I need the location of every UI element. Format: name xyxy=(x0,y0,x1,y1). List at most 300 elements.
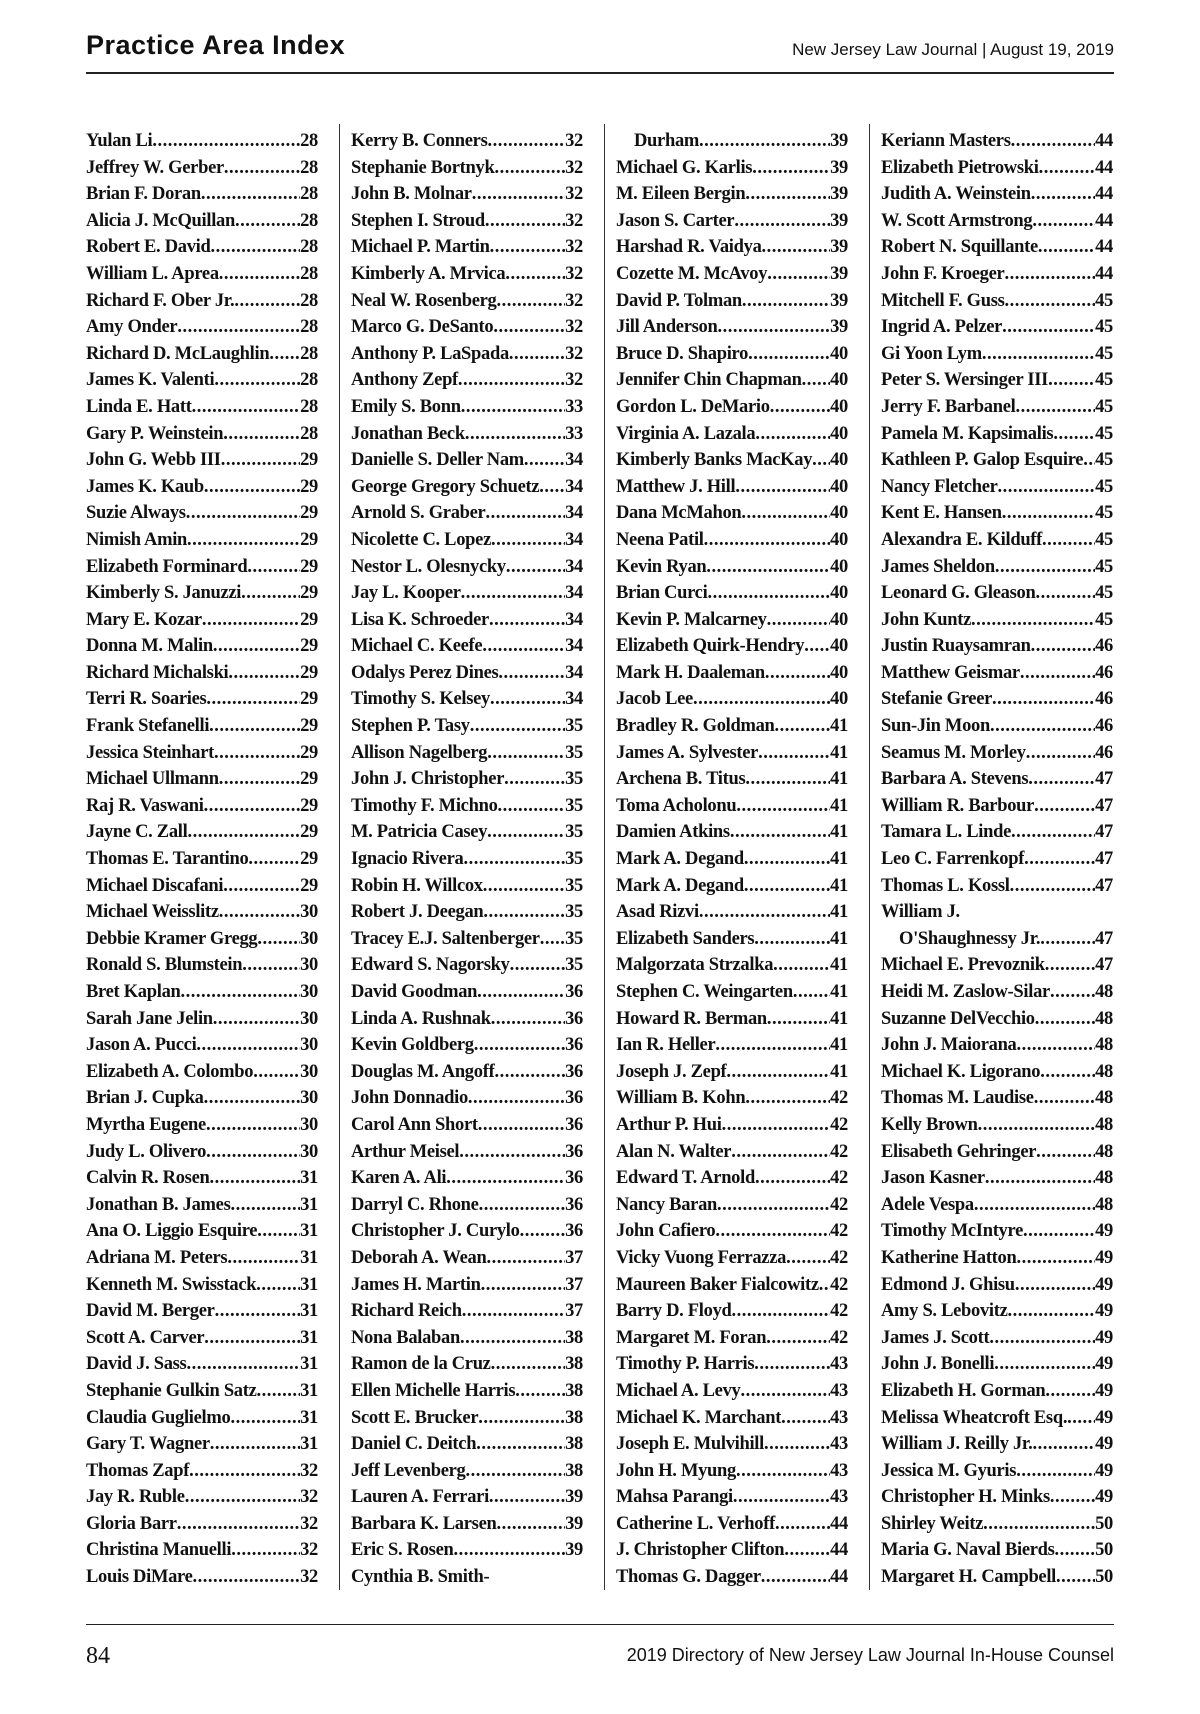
entry-name: Michael K. Marchant xyxy=(616,1407,782,1428)
index-entry xyxy=(351,1298,583,1325)
index-entry xyxy=(86,1564,318,1591)
dot-leader xyxy=(540,926,565,953)
dot-leader xyxy=(465,421,565,448)
entry-name: Jason S. Carter xyxy=(616,210,735,231)
index-entry xyxy=(616,261,848,288)
entry-name: Claudia Guglielmo xyxy=(86,1407,231,1428)
entry-page-number: 30 xyxy=(300,1035,318,1056)
dot-leader xyxy=(485,208,565,235)
entry-name: William J. Reilly Jr. xyxy=(881,1434,1033,1455)
index-entry xyxy=(351,660,583,687)
entry-name: Jonathan Beck xyxy=(351,423,465,444)
index-entry xyxy=(351,1032,583,1059)
index-entry xyxy=(351,341,583,368)
entry-page-number: 44 xyxy=(830,1567,848,1588)
dot-leader xyxy=(775,1511,830,1538)
entry-name: William R. Barbour xyxy=(881,795,1035,816)
entry-page-number: 37 xyxy=(565,1247,583,1268)
dot-leader xyxy=(204,1085,300,1112)
entry-name: Carol Ann Short xyxy=(351,1114,478,1135)
index-entry xyxy=(86,1085,318,1112)
dot-leader xyxy=(974,1192,1095,1219)
entry-page-number: 31 xyxy=(300,1327,318,1348)
dot-leader xyxy=(498,660,565,687)
entry-name: Archena B. Titus xyxy=(616,769,746,790)
dot-leader xyxy=(985,1165,1095,1192)
index-entry xyxy=(351,128,583,155)
entry-name: Michael A. Levy xyxy=(616,1380,741,1401)
entry-page-number: 31 xyxy=(300,1407,318,1428)
dot-leader xyxy=(717,314,830,341)
index-entry xyxy=(86,261,318,288)
dot-leader xyxy=(177,314,300,341)
entry-page-number: 48 xyxy=(1095,1035,1113,1056)
entry-page-number: 37 xyxy=(565,1301,583,1322)
entry-name: Karen A. Ali xyxy=(351,1168,447,1189)
page-title: Practice Area Index xyxy=(86,30,346,60)
index-entry xyxy=(351,1165,583,1192)
dot-leader xyxy=(219,899,300,926)
entry-name: Richard Michalski xyxy=(86,662,229,683)
entry-name: Robert J. Deegan xyxy=(351,902,484,923)
index-entry xyxy=(616,793,848,820)
dot-leader xyxy=(491,527,565,554)
dot-leader xyxy=(186,1351,300,1378)
dot-leader xyxy=(1031,633,1095,660)
dot-leader xyxy=(462,1298,565,1325)
entry-name: Jason Kasner xyxy=(881,1168,985,1189)
entry-name: Matthew J. Hill xyxy=(616,476,736,497)
dot-leader xyxy=(767,1006,830,1033)
index-entry xyxy=(351,713,583,740)
entry-name: M. Eileen Bergin xyxy=(616,184,746,205)
entry-name: Timothy S. Kelsey xyxy=(351,689,490,710)
index-entry xyxy=(86,846,318,873)
index-entry xyxy=(881,1431,1113,1458)
entry-name: John Kuntz xyxy=(881,609,972,630)
entry-name: Peter S. Wersinger III xyxy=(881,370,1049,391)
entry-name: Kerry B. Conners xyxy=(351,131,488,151)
entry-name: Mark A. Degand xyxy=(616,875,744,896)
dot-leader xyxy=(211,234,301,261)
entry-name: Elizabeth Quirk-Hendry xyxy=(616,636,805,657)
entry-name: Elizabeth A. Colombo xyxy=(86,1061,254,1082)
entry-page-number: 32 xyxy=(565,237,583,258)
entry-page-number: 39 xyxy=(830,317,848,338)
entry-page-number: 31 xyxy=(300,1247,318,1268)
entry-name: Terri R. Soaries xyxy=(86,689,207,710)
index-entry xyxy=(86,367,318,394)
index-entry xyxy=(616,474,848,501)
entry-page-number: 29 xyxy=(300,716,318,737)
entry-page-number: 50 xyxy=(1095,1540,1113,1561)
entry-name: M. Patricia Casey xyxy=(351,822,488,843)
entry-page-number: 39 xyxy=(565,1487,583,1508)
dot-leader xyxy=(1002,500,1095,527)
dot-leader xyxy=(539,474,565,501)
index-entry xyxy=(86,1192,318,1219)
entry-name: Anthony Zepf xyxy=(351,370,458,391)
index-entry xyxy=(86,155,318,182)
entry-page-number: 30 xyxy=(300,982,318,1002)
entry-page-number: 30 xyxy=(300,1088,318,1109)
dot-leader xyxy=(468,1085,565,1112)
index-entry xyxy=(881,421,1113,448)
dot-leader xyxy=(257,926,300,953)
entry-page-number: 31 xyxy=(300,1274,318,1295)
entry-page-number: 48 xyxy=(1095,1168,1113,1189)
entry-name: Shirley Weitz xyxy=(881,1513,984,1534)
index-entry xyxy=(616,421,848,448)
index-entry xyxy=(881,580,1113,607)
dot-leader xyxy=(209,1165,300,1192)
entry-page-number: 40 xyxy=(830,529,848,550)
entry-page-number: 29 xyxy=(300,662,318,683)
entry-page-number: 36 xyxy=(565,1008,583,1029)
entry-name: Michael G. Karlis xyxy=(616,157,753,178)
dot-leader xyxy=(490,234,566,261)
dot-leader xyxy=(762,234,831,261)
entry-page-number: 38 xyxy=(565,1434,583,1455)
dot-leader xyxy=(699,899,830,926)
entry-page-number: 29 xyxy=(300,742,318,763)
entry-page-number: 29 xyxy=(300,503,318,524)
entry-page-number: 48 xyxy=(1095,1141,1113,1162)
dot-leader xyxy=(1040,1059,1095,1086)
dot-leader xyxy=(1002,314,1095,341)
index-entry xyxy=(351,819,583,846)
entry-page-number: 46 xyxy=(1095,662,1113,683)
entry-page-number: 32 xyxy=(300,1540,318,1561)
entry-page-number: 46 xyxy=(1095,689,1113,710)
entry-name: Michael Discafani xyxy=(86,875,224,896)
entry-page-number: 40 xyxy=(830,689,848,710)
entry-name: Thomas M. Laudise xyxy=(881,1088,1034,1109)
dot-leader xyxy=(204,474,300,501)
entry-name: Scott E. Brucker xyxy=(351,1407,479,1428)
index-entry xyxy=(616,208,848,235)
entry-page-number: 36 xyxy=(565,1088,583,1109)
dot-leader xyxy=(219,261,300,288)
entry-page-number: 34 xyxy=(565,556,583,577)
entry-page-number: 41 xyxy=(830,982,848,1002)
entry-name: Melissa Wheatcroft Esq. xyxy=(881,1407,1068,1428)
index-entry xyxy=(616,1165,848,1192)
dot-leader xyxy=(185,1484,300,1511)
entry-page-number: 32 xyxy=(565,157,583,178)
entry-page-number: 45 xyxy=(1095,423,1113,444)
dot-leader xyxy=(459,1139,565,1166)
entry-name: Stephen C. Weingarten xyxy=(616,982,793,1002)
index-entry xyxy=(86,234,318,261)
entry-name: Jessica Steinhart xyxy=(86,742,214,763)
index-entry xyxy=(86,1059,318,1086)
index-entry xyxy=(616,1139,848,1166)
footer-directory-title: 2019 Directory of New Jersey Law Journal In-House Counsel xyxy=(626,1645,1114,1665)
entry-page-number: 28 xyxy=(300,263,318,284)
dot-leader xyxy=(1031,181,1095,208)
entry-name: Timothy F. Michno xyxy=(351,795,498,816)
entry-page-number: 39 xyxy=(830,210,848,231)
index-entry xyxy=(86,341,318,368)
entry-page-number: 43 xyxy=(830,1407,848,1428)
entry-page-number: 49 xyxy=(1095,1434,1113,1455)
entry-page-number: 43 xyxy=(830,1380,848,1401)
entry-page-number: 40 xyxy=(830,583,848,604)
dot-leader xyxy=(744,846,830,873)
entry-name: Keriann Masters xyxy=(881,131,1011,151)
index-entry xyxy=(881,1564,1113,1591)
entry-name: Brian J. Cupka xyxy=(86,1088,204,1109)
dot-leader xyxy=(761,1564,830,1591)
index-entry xyxy=(86,1006,318,1033)
entry-name: Katherine Hatton xyxy=(881,1247,1017,1268)
entry-name: Edward T. Arnold xyxy=(616,1168,755,1189)
dot-leader xyxy=(269,341,300,368)
entry-page-number: 32 xyxy=(565,317,583,338)
dot-leader xyxy=(487,740,565,767)
dot-leader xyxy=(204,1325,300,1352)
entry-name: Adriana M. Peters xyxy=(86,1247,228,1268)
index-entry xyxy=(881,1245,1113,1272)
entry-name: Gi Yoon Lym xyxy=(881,343,982,364)
dot-leader xyxy=(775,713,831,740)
dot-leader xyxy=(489,607,565,634)
dot-leader xyxy=(1055,1537,1096,1564)
entry-page-number: 35 xyxy=(565,769,583,790)
dot-leader xyxy=(192,394,301,421)
index-entry xyxy=(351,1218,583,1245)
dot-leader xyxy=(257,1218,300,1245)
entry-name: Eric S. Rosen xyxy=(351,1540,454,1561)
entry-name: Thomas E. Tarantino xyxy=(86,849,249,870)
entry-page-number: 47 xyxy=(1095,822,1113,843)
entry-page-number: 28 xyxy=(300,423,318,444)
entry-name: Joseph E. Mulvihill xyxy=(616,1434,764,1455)
entry-page-number: 41 xyxy=(830,742,848,763)
dot-leader xyxy=(472,181,565,208)
entry-name: Tamara L. Linde xyxy=(881,822,1011,843)
entry-page-number: 35 xyxy=(565,742,583,763)
entry-name: Nancy Baran xyxy=(616,1194,718,1215)
dot-leader xyxy=(224,155,300,182)
index-entry xyxy=(351,155,583,182)
entry-name: Bruce D. Shapiro xyxy=(616,343,749,364)
index-entry xyxy=(351,607,583,634)
entry-page-number: 28 xyxy=(300,317,318,338)
entry-name: Amy S. Lebovitz xyxy=(881,1301,1008,1322)
index-entry xyxy=(86,873,318,900)
entry-name: Howard R. Berman xyxy=(616,1008,767,1029)
dot-leader xyxy=(1016,1458,1095,1485)
index-entry xyxy=(881,607,1113,634)
entry-page-number: 39 xyxy=(565,1513,583,1534)
entry-page-number: 49 xyxy=(1095,1354,1113,1375)
dot-leader xyxy=(755,1165,830,1192)
index-entry xyxy=(616,1032,848,1059)
dot-leader xyxy=(223,873,300,900)
entry-name: Gordon L. DeMario xyxy=(616,396,770,417)
index-entry xyxy=(616,713,848,740)
entry-name: Maria G. Naval Bierds xyxy=(881,1540,1055,1561)
entry-name: Judy L. Olivero xyxy=(86,1141,207,1162)
index-entry xyxy=(616,1378,848,1405)
entry-page-number: 42 xyxy=(830,1168,848,1189)
entry-name: Mitchell F. Guss xyxy=(881,290,1005,311)
entry-page-number: 30 xyxy=(300,955,318,976)
dot-leader xyxy=(494,1059,565,1086)
index-entry xyxy=(86,1139,318,1166)
entry-page-number: 29 xyxy=(300,849,318,870)
dot-leader xyxy=(491,1006,565,1033)
dot-leader xyxy=(786,1245,830,1272)
entry-name: Kimberly S. Januzzi xyxy=(86,583,242,604)
index-entry xyxy=(351,527,583,554)
index-entry xyxy=(86,633,318,660)
entry-page-number: 36 xyxy=(565,1141,583,1162)
dot-leader xyxy=(481,1272,565,1299)
index-entry xyxy=(86,819,318,846)
entry-page-number: 44 xyxy=(1095,157,1113,178)
entry-name: Edward S. Nagorsky xyxy=(351,955,510,976)
index-entry xyxy=(881,367,1113,394)
index-entry xyxy=(616,1218,848,1245)
index-entry xyxy=(616,341,848,368)
entry-name: Jacob Lee xyxy=(616,689,693,710)
entry-name: Anthony P. LaSpada xyxy=(351,343,509,364)
dot-leader xyxy=(1016,394,1096,421)
index-entry xyxy=(616,873,848,900)
index-entry xyxy=(86,1325,318,1352)
dot-leader xyxy=(479,1192,566,1219)
dot-leader xyxy=(206,1139,300,1166)
entry-page-number: 29 xyxy=(300,822,318,843)
entry-page-number: 32 xyxy=(565,210,583,231)
dot-leader xyxy=(1024,846,1095,873)
dot-leader xyxy=(242,952,300,979)
dot-leader xyxy=(496,1511,565,1538)
index-entry xyxy=(616,607,848,634)
entry-name: Robert N. Squillante xyxy=(881,237,1038,258)
index-entry xyxy=(351,633,583,660)
entry-page-number: 42 xyxy=(830,1114,848,1135)
entry-page-number: 38 xyxy=(565,1460,583,1481)
index-entry xyxy=(616,1325,848,1352)
dot-leader xyxy=(1010,873,1095,900)
index-entry xyxy=(881,1298,1113,1325)
dot-leader xyxy=(793,979,830,1006)
entry-name: Frank Stefanelli xyxy=(86,716,210,737)
dot-leader xyxy=(992,686,1095,713)
entry-page-number: 30 xyxy=(300,902,318,923)
index-entry xyxy=(881,1511,1113,1538)
entry-page-number: 34 xyxy=(565,583,583,604)
entry-name: Michael E. Prevoznik xyxy=(881,955,1045,976)
index-entry xyxy=(351,873,583,900)
entry-name: Suzanne DelVecchio xyxy=(881,1008,1035,1029)
dot-leader xyxy=(256,1272,300,1299)
index-entry xyxy=(616,1006,848,1033)
dot-leader xyxy=(748,341,830,368)
index-entry xyxy=(86,128,318,155)
entry-name: Jason A. Pucci xyxy=(86,1035,197,1056)
index-entry xyxy=(881,1165,1113,1192)
entry-name: Allison Nagelberg xyxy=(351,742,488,763)
index-entry xyxy=(616,686,848,713)
index-entry xyxy=(616,554,848,581)
entry-page-number: 48 xyxy=(1095,1008,1113,1029)
index-entry xyxy=(881,979,1113,1006)
entry-page-number: 35 xyxy=(565,795,583,816)
index-entry xyxy=(881,1325,1113,1352)
dot-leader xyxy=(1004,261,1095,288)
index-entry xyxy=(881,1484,1113,1511)
index-entry xyxy=(86,314,318,341)
dot-leader xyxy=(1032,1431,1095,1458)
dot-leader xyxy=(1042,527,1095,554)
entry-page-number: 38 xyxy=(565,1354,583,1375)
entry-name: David Goodman xyxy=(351,982,478,1002)
entry-page-number: 49 xyxy=(1095,1460,1113,1481)
entry-name: Jeffrey W. Gerber xyxy=(86,157,224,178)
entry-page-number: 29 xyxy=(300,556,318,577)
dot-leader xyxy=(193,1564,301,1591)
entry-name: Heidi M. Zaslow-Silar xyxy=(881,982,1050,1002)
entry-name: Nestor L. Olesnycky xyxy=(351,556,506,577)
index-entry xyxy=(616,926,848,953)
entry-name: Arthur Meisel xyxy=(351,1141,460,1162)
index-entry xyxy=(881,846,1113,873)
entry-name: John G. Webb III xyxy=(86,450,221,471)
entry-page-number: 32 xyxy=(300,1567,318,1588)
dot-leader xyxy=(461,394,565,421)
entry-page-number: 36 xyxy=(565,982,583,1002)
entry-name: Thomas L. Kossl xyxy=(881,875,1010,896)
dot-leader xyxy=(990,713,1095,740)
index-entry xyxy=(616,979,848,1006)
dot-leader xyxy=(458,367,565,394)
entry-name: Pamela M. Kapsimalis xyxy=(881,423,1054,444)
dot-leader xyxy=(802,367,831,394)
entry-page-number: 41 xyxy=(830,875,848,896)
entry-page-number: 35 xyxy=(565,822,583,843)
dot-leader xyxy=(722,1112,831,1139)
dot-leader xyxy=(478,1112,565,1139)
dot-leader xyxy=(483,873,565,900)
entry-page-number: 45 xyxy=(1095,476,1113,497)
dot-leader xyxy=(773,952,830,979)
index-entry xyxy=(351,288,583,315)
entry-name: Durham xyxy=(634,131,700,151)
entry-name: Cozette M. McAvoy xyxy=(616,263,768,284)
entry-name: James J. Scott xyxy=(881,1327,990,1348)
entry-name: Ramon de la Cruz xyxy=(351,1354,491,1375)
entry-name: Neal W. Rosenberg xyxy=(351,290,497,311)
dot-leader xyxy=(706,554,830,581)
entry-name: Thomas G. Dagger xyxy=(616,1567,761,1588)
entry-page-number: 45 xyxy=(1095,343,1113,364)
dot-leader xyxy=(1050,1484,1095,1511)
index-entry xyxy=(351,1431,583,1458)
entry-page-number: 38 xyxy=(565,1407,583,1428)
dot-leader xyxy=(1053,421,1095,448)
entry-name: Richard Reich xyxy=(351,1301,462,1322)
entry-page-number: 40 xyxy=(830,450,848,471)
dot-leader xyxy=(247,554,300,581)
entry-name: Ronald S. Blumstein xyxy=(86,955,243,976)
entry-page-number: 31 xyxy=(300,1380,318,1401)
dot-leader xyxy=(741,500,830,527)
